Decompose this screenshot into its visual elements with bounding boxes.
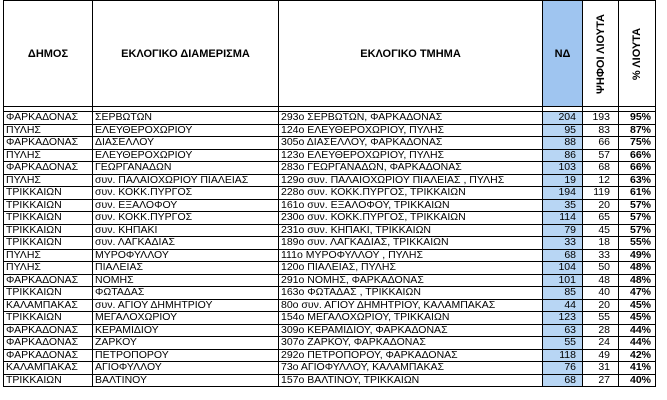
cell-tmima[interactable]: 309ο ΚΕΡΑΜΙΔΙΟΥ, ΦΑΡΚΑΔΟΝΑΣ <box>279 324 543 337</box>
cell-tmima[interactable]: 293ο ΣΕΡΒΩΤΩΝ, ΦΑΡΚΑΔΟΝΑΣ <box>279 112 543 125</box>
cell-psifoi[interactable]: 50 <box>583 262 619 275</box>
cell-psifoi[interactable]: 66 <box>583 137 619 150</box>
cell-nd[interactable]: 103 <box>543 162 583 175</box>
cell-diamerisma[interactable]: ΝΟΜΗΣ <box>93 274 279 287</box>
cell-psifoi[interactable]: 20 <box>583 299 619 312</box>
cell-pososto[interactable]: 42% <box>619 349 656 362</box>
cell-diamerisma[interactable]: ΣΕΡΒΩΤΩΝ <box>93 112 279 125</box>
cell-pososto[interactable]: 57% <box>619 199 656 212</box>
cell-nd[interactable]: 63 <box>543 324 583 337</box>
cell-tmima[interactable]: 291ο ΝΟΜΗΣ, ΦΑΡΚΑΔΟΝΑΣ <box>279 274 543 287</box>
cell-nd[interactable]: 33 <box>543 237 583 250</box>
cell-nd[interactable]: 114 <box>543 212 583 225</box>
cell-nd[interactable]: 79 <box>543 224 583 237</box>
cell-pososto[interactable]: 87% <box>619 124 656 137</box>
cell-pososto[interactable]: 49% <box>619 249 656 262</box>
cell-psifoi[interactable]: 65 <box>583 212 619 225</box>
table-row <box>4 374 656 387</box>
table-row <box>4 187 656 200</box>
cell-dimos[interactable]: ΤΡΙΚΚΑΙΩΝ <box>4 237 93 250</box>
cell-psifoi[interactable]: 20 <box>583 199 619 212</box>
cell-tmima[interactable]: 80ο συν. ΑΓΙΟΥ ΔΗΜΗΤΡΙΟΥ, ΚΑΛΑΜΠΑΚΑΣ <box>279 299 543 312</box>
cell-pososto[interactable]: 45% <box>619 312 656 325</box>
cell-nd[interactable]: 85 <box>543 287 583 300</box>
table-row <box>4 262 656 275</box>
cell-nd[interactable]: 35 <box>543 199 583 212</box>
cell-dimos[interactable]: ΤΡΙΚΚΑΙΩΝ <box>4 199 93 212</box>
cell-dimos[interactable]: ΤΡΙΚΚΑΙΩΝ <box>4 312 93 325</box>
header-pososto <box>619 1 656 107</box>
cell-diamerisma[interactable]: συν. ΚΟΚΚ.ΠΥΡΓΟΣ <box>93 212 279 225</box>
cell-tmima[interactable]: 111ο ΜΥΡΟΦΥΛΛΟΥ , ΠΥΛΗΣ <box>279 249 543 262</box>
cell-psifoi[interactable]: 48 <box>583 274 619 287</box>
cell-dimos[interactable]: ΦΑΡΚΑΔΟΝΑΣ <box>4 337 93 350</box>
cell-nd[interactable]: 88 <box>543 137 583 150</box>
table-row <box>4 124 656 137</box>
cell-tmima[interactable]: 129ο συν. ΠΑΛΑΙΟΧΩΡΙΟΥ ΠΙΑΛΕΙΑΣ , ΠΥΛΗΣ <box>279 174 543 187</box>
table-row <box>4 199 656 212</box>
cell-diamerisma[interactable]: ΕΛΕΥΘΕΡΟΧΩΡΙΟΥ <box>93 124 279 137</box>
cell-psifoi[interactable]: 28 <box>583 324 619 337</box>
cell-nd[interactable]: 86 <box>543 149 583 162</box>
cell-dimos[interactable]: ΠΥΛΗΣ <box>4 149 93 162</box>
cell-dimos[interactable]: ΦΑΡΚΑΔΟΝΑΣ <box>4 349 93 362</box>
cell-pososto[interactable]: 45% <box>619 299 656 312</box>
cell-diamerisma[interactable]: συν. ΚΟΚΚ.ΠΥΡΓΟΣ <box>93 187 279 200</box>
cell-diamerisma[interactable]: ΜΥΡΟΦΥΛΛΟΥ <box>93 249 279 262</box>
cell-pososto[interactable]: 55% <box>619 237 656 250</box>
table-row <box>4 362 656 375</box>
cell-dimos[interactable]: ΦΑΡΚΑΔΟΝΑΣ <box>4 274 93 287</box>
table-row <box>4 324 656 337</box>
cell-nd[interactable]: 204 <box>543 112 583 125</box>
cell-diamerisma[interactable]: ΕΛΕΥΘΕΡΟΧΩΡΙΟΥ <box>93 149 279 162</box>
cell-dimos[interactable]: ΦΑΡΚΑΔΟΝΑΣ <box>4 137 93 150</box>
cell-diamerisma[interactable]: συν. ΕΞΑΛΟΦΟΥ <box>93 199 279 212</box>
cell-tmima[interactable]: 305ο ΔΙΑΣΕΛΛΟΥ, ΦΑΡΚΑΔΟΝΑΣ <box>279 137 543 150</box>
cell-psifoi[interactable]: 27 <box>583 374 619 387</box>
cell-psifoi[interactable]: 45 <box>583 224 619 237</box>
header-pososto-label: % ΛΙΟΥΤΑ <box>631 27 643 80</box>
cell-dimos[interactable]: ΠΥΛΗΣ <box>4 124 93 137</box>
cell-tmima[interactable]: 231ο συν. ΚΗΠΑΚΙ, ΤΡΙΚΚΑΙΩΝ <box>279 224 543 237</box>
cell-nd[interactable]: 123 <box>543 312 583 325</box>
cell-pososto[interactable]: 66% <box>619 149 656 162</box>
cell-psifoi[interactable]: 24 <box>583 337 619 350</box>
cell-diamerisma[interactable]: ΠΕΤΡΟΠΟΡΟΥ <box>93 349 279 362</box>
cell-diamerisma[interactable]: ΚΕΡΑΜΙΔΙΟΥ <box>93 324 279 337</box>
cell-diamerisma[interactable]: ΔΙΑΣΕΛΛΟΥ <box>93 137 279 150</box>
cell-tmima[interactable]: 120ο ΠΙΑΛΕΙΑΣ, ΠΥΛΗΣ <box>279 262 543 275</box>
cell-dimos[interactable]: ΤΡΙΚΚΑΙΩΝ <box>4 187 93 200</box>
cell-nd[interactable]: 76 <box>543 362 583 375</box>
cell-psifoi[interactable]: 68 <box>583 162 619 175</box>
header-psifoi <box>583 1 619 107</box>
cell-psifoi[interactable]: 12 <box>583 174 619 187</box>
cell-dimos[interactable]: ΤΡΙΚΚΑΙΩΝ <box>4 287 93 300</box>
cell-tmima[interactable]: 292ο ΠΕΤΡΟΠΟΡΟΥ, ΦΑΡΚΑΔΟΝΑΣ <box>279 349 543 362</box>
cell-tmima[interactable]: 228ο συν. ΚΟΚΚ.ΠΥΡΓΟΣ, ΤΡΙΚΚΑΙΩΝ <box>279 187 543 200</box>
table-row <box>4 224 656 237</box>
cell-tmima[interactable]: 124ο ΕΛΕΥΘΕΡΟΧΩΡΙΟΥ, ΠΥΛΗΣ <box>279 124 543 137</box>
cell-dimos[interactable]: ΦΑΡΚΑΔΟΝΑΣ <box>4 324 93 337</box>
cell-dimos[interactable]: ΦΑΡΚΑΔΟΝΑΣ <box>4 162 93 175</box>
cell-nd[interactable]: 55 <box>543 337 583 350</box>
cell-psifoi[interactable]: 40 <box>583 287 619 300</box>
table-row <box>4 174 656 187</box>
table-row <box>4 237 656 250</box>
table-row <box>4 299 656 312</box>
cell-nd[interactable]: 118 <box>543 349 583 362</box>
cell-psifoi[interactable]: 55 <box>583 312 619 325</box>
cell-diamerisma[interactable]: ΦΩΤΑΔΑΣ <box>93 287 279 300</box>
cell-nd[interactable]: 194 <box>543 187 583 200</box>
cell-tmima[interactable]: 154ο ΜΕΓΑΛΟΧΩΡΙΟΥ, ΤΡΙΚΚΑΙΩΝ <box>279 312 543 325</box>
header-diamerisma: ΕΚΛΟΓΙΚΟ ΔΙΑΜΕΡΙΣΜΑ <box>93 1 279 107</box>
cell-dimos[interactable]: ΤΡΙΚΚΑΙΩΝ <box>4 212 93 225</box>
cell-psifoi[interactable]: 57 <box>583 149 619 162</box>
cell-psifoi[interactable]: 193 <box>583 112 619 125</box>
table-row <box>4 212 656 225</box>
header-tmima: ΕΚΛΟΓΙΚΟ ΤΜΗΜΑ <box>279 1 543 107</box>
cell-dimos[interactable]: ΤΡΙΚΚΑΙΩΝ <box>4 374 93 387</box>
cell-nd[interactable]: 44 <box>543 299 583 312</box>
cell-diamerisma[interactable]: ΜΕΓΑΛΟΧΩΡΙΟΥ <box>93 312 279 325</box>
cell-pososto[interactable]: 40% <box>619 374 656 387</box>
cell-nd[interactable]: 95 <box>543 124 583 137</box>
cell-diamerisma[interactable]: ΓΕΩΡΓΑΝΑΔΩΝ <box>93 162 279 175</box>
cell-pososto[interactable]: 48% <box>619 274 656 287</box>
table-body <box>4 112 656 387</box>
cell-dimos[interactable]: ΠΥΛΗΣ <box>4 262 93 275</box>
cell-diamerisma[interactable]: ΖΑΡΚΟΥ <box>93 337 279 350</box>
cell-tmima[interactable]: 283ο ΓΕΩΡΓΑΝΑΔΩΝ, ΦΑΡΚΑΔΟΝΑΣ <box>279 162 543 175</box>
cell-diamerisma[interactable]: συν. ΚΗΠΑΚΙ <box>93 224 279 237</box>
cell-dimos[interactable]: ΤΡΙΚΚΑΙΩΝ <box>4 224 93 237</box>
cell-tmima[interactable]: 230ο συν. ΚΟΚΚ.ΠΥΡΓΟΣ, ΤΡΙΚΚΑΙΩΝ <box>279 212 543 225</box>
cell-psifoi[interactable]: 119 <box>583 187 619 200</box>
cell-pososto[interactable]: 66% <box>619 162 656 175</box>
cell-tmima[interactable]: 161ο συν. ΕΞΑΛΟΦΟΥ, ΤΡΙΚΚΑΙΩΝ <box>279 199 543 212</box>
cell-nd[interactable]: 68 <box>543 249 583 262</box>
table-row <box>4 137 656 150</box>
cell-dimos[interactable]: ΦΑΡΚΑΔΟΝΑΣ <box>4 112 93 125</box>
cell-tmima[interactable]: 163ο ΦΩΤΑΔΑΣ , ΤΡΙΚΚΑΙΩΝ <box>279 287 543 300</box>
cell-pososto[interactable]: 44% <box>619 324 656 337</box>
cell-pososto[interactable]: 63% <box>619 174 656 187</box>
cell-diamerisma[interactable]: συν. ΠΑΛΑΙΟΧΩΡΙΟΥ ΠΙΑΛΕΙΑΣ <box>93 174 279 187</box>
cell-tmima[interactable]: 123ο ΕΛΕΥΘΕΡΟΧΩΡΙΟΥ, ΠΥΛΗΣ <box>279 149 543 162</box>
table-row <box>4 162 656 175</box>
cell-tmima[interactable]: 73ο ΑΓΙΟΦΥΛΛΟΥ, ΚΑΛΑΜΠΑΚΑΣ <box>279 362 543 375</box>
cell-pososto[interactable]: 61% <box>619 187 656 200</box>
cell-psifoi[interactable]: 31 <box>583 362 619 375</box>
cell-psifoi[interactable]: 18 <box>583 237 619 250</box>
table-row <box>4 312 656 325</box>
cell-psifoi[interactable]: 49 <box>583 349 619 362</box>
cell-pososto[interactable]: 48% <box>619 262 656 275</box>
cell-tmima[interactable]: 307ο ΖΑΡΚΟΥ, ΦΑΡΚΑΔΟΝΑΣ <box>279 337 543 350</box>
table-row <box>4 349 656 362</box>
table-row <box>4 337 656 350</box>
cell-psifoi[interactable]: 83 <box>583 124 619 137</box>
header-psifoi-label: ΨΗΦΟΙ ΛΙΟΥΤΑ <box>594 13 607 94</box>
cell-dimos[interactable]: ΠΥΛΗΣ <box>4 174 93 187</box>
table-row <box>4 287 656 300</box>
cell-diamerisma[interactable]: συν. ΛΑΓΚΑΔΙΑΣ <box>93 237 279 250</box>
table-row <box>4 274 656 287</box>
cell-pososto[interactable]: 47% <box>619 287 656 300</box>
cell-nd[interactable]: 19 <box>543 174 583 187</box>
cell-dimos[interactable]: ΠΥΛΗΣ <box>4 249 93 262</box>
results-table <box>3 0 656 387</box>
table-row <box>4 112 656 125</box>
table-row <box>4 149 656 162</box>
cell-pososto[interactable]: 44% <box>619 337 656 350</box>
cell-diamerisma[interactable]: συν. ΑΓΙΟΥ ΔΗΜΗΤΡΙΟΥ <box>93 299 279 312</box>
cell-nd[interactable]: 104 <box>543 262 583 275</box>
header-nd: ΝΔ <box>543 1 583 107</box>
cell-nd[interactable]: 68 <box>543 374 583 387</box>
cell-nd[interactable]: 101 <box>543 274 583 287</box>
cell-pososto[interactable]: 57% <box>619 224 656 237</box>
cell-psifoi[interactable]: 33 <box>583 249 619 262</box>
cell-tmima[interactable]: 157ο ΒΑΛΤΙΝΟΥ, ΤΡΙΚΚΑΙΩΝ <box>279 374 543 387</box>
cell-pososto[interactable]: 57% <box>619 212 656 225</box>
cell-dimos[interactable]: ΚΑΛΑΜΠΑΚΑΣ <box>4 299 93 312</box>
cell-diamerisma[interactable]: ΒΑΛΤΙΝΟΥ <box>93 374 279 387</box>
header-row <box>4 1 656 107</box>
header-dimos: ΔΗΜΟΣ <box>4 1 93 107</box>
cell-dimos[interactable]: ΚΑΛΑΜΠΑΚΑΣ <box>4 362 93 375</box>
cell-pososto[interactable]: 75% <box>619 137 656 150</box>
cell-tmima[interactable]: 189ο συν. ΛΑΓΚΑΔΙΑΣ, ΤΡΙΚΚΑΙΩΝ <box>279 237 543 250</box>
cell-diamerisma[interactable]: ΑΓΙΟΦΥΛΛΟΥ <box>93 362 279 375</box>
cell-diamerisma[interactable]: ΠΙΑΛΕΙΑΣ <box>93 262 279 275</box>
cell-pososto[interactable]: 95% <box>619 112 656 125</box>
table-row <box>4 249 656 262</box>
cell-pososto[interactable]: 41% <box>619 362 656 375</box>
